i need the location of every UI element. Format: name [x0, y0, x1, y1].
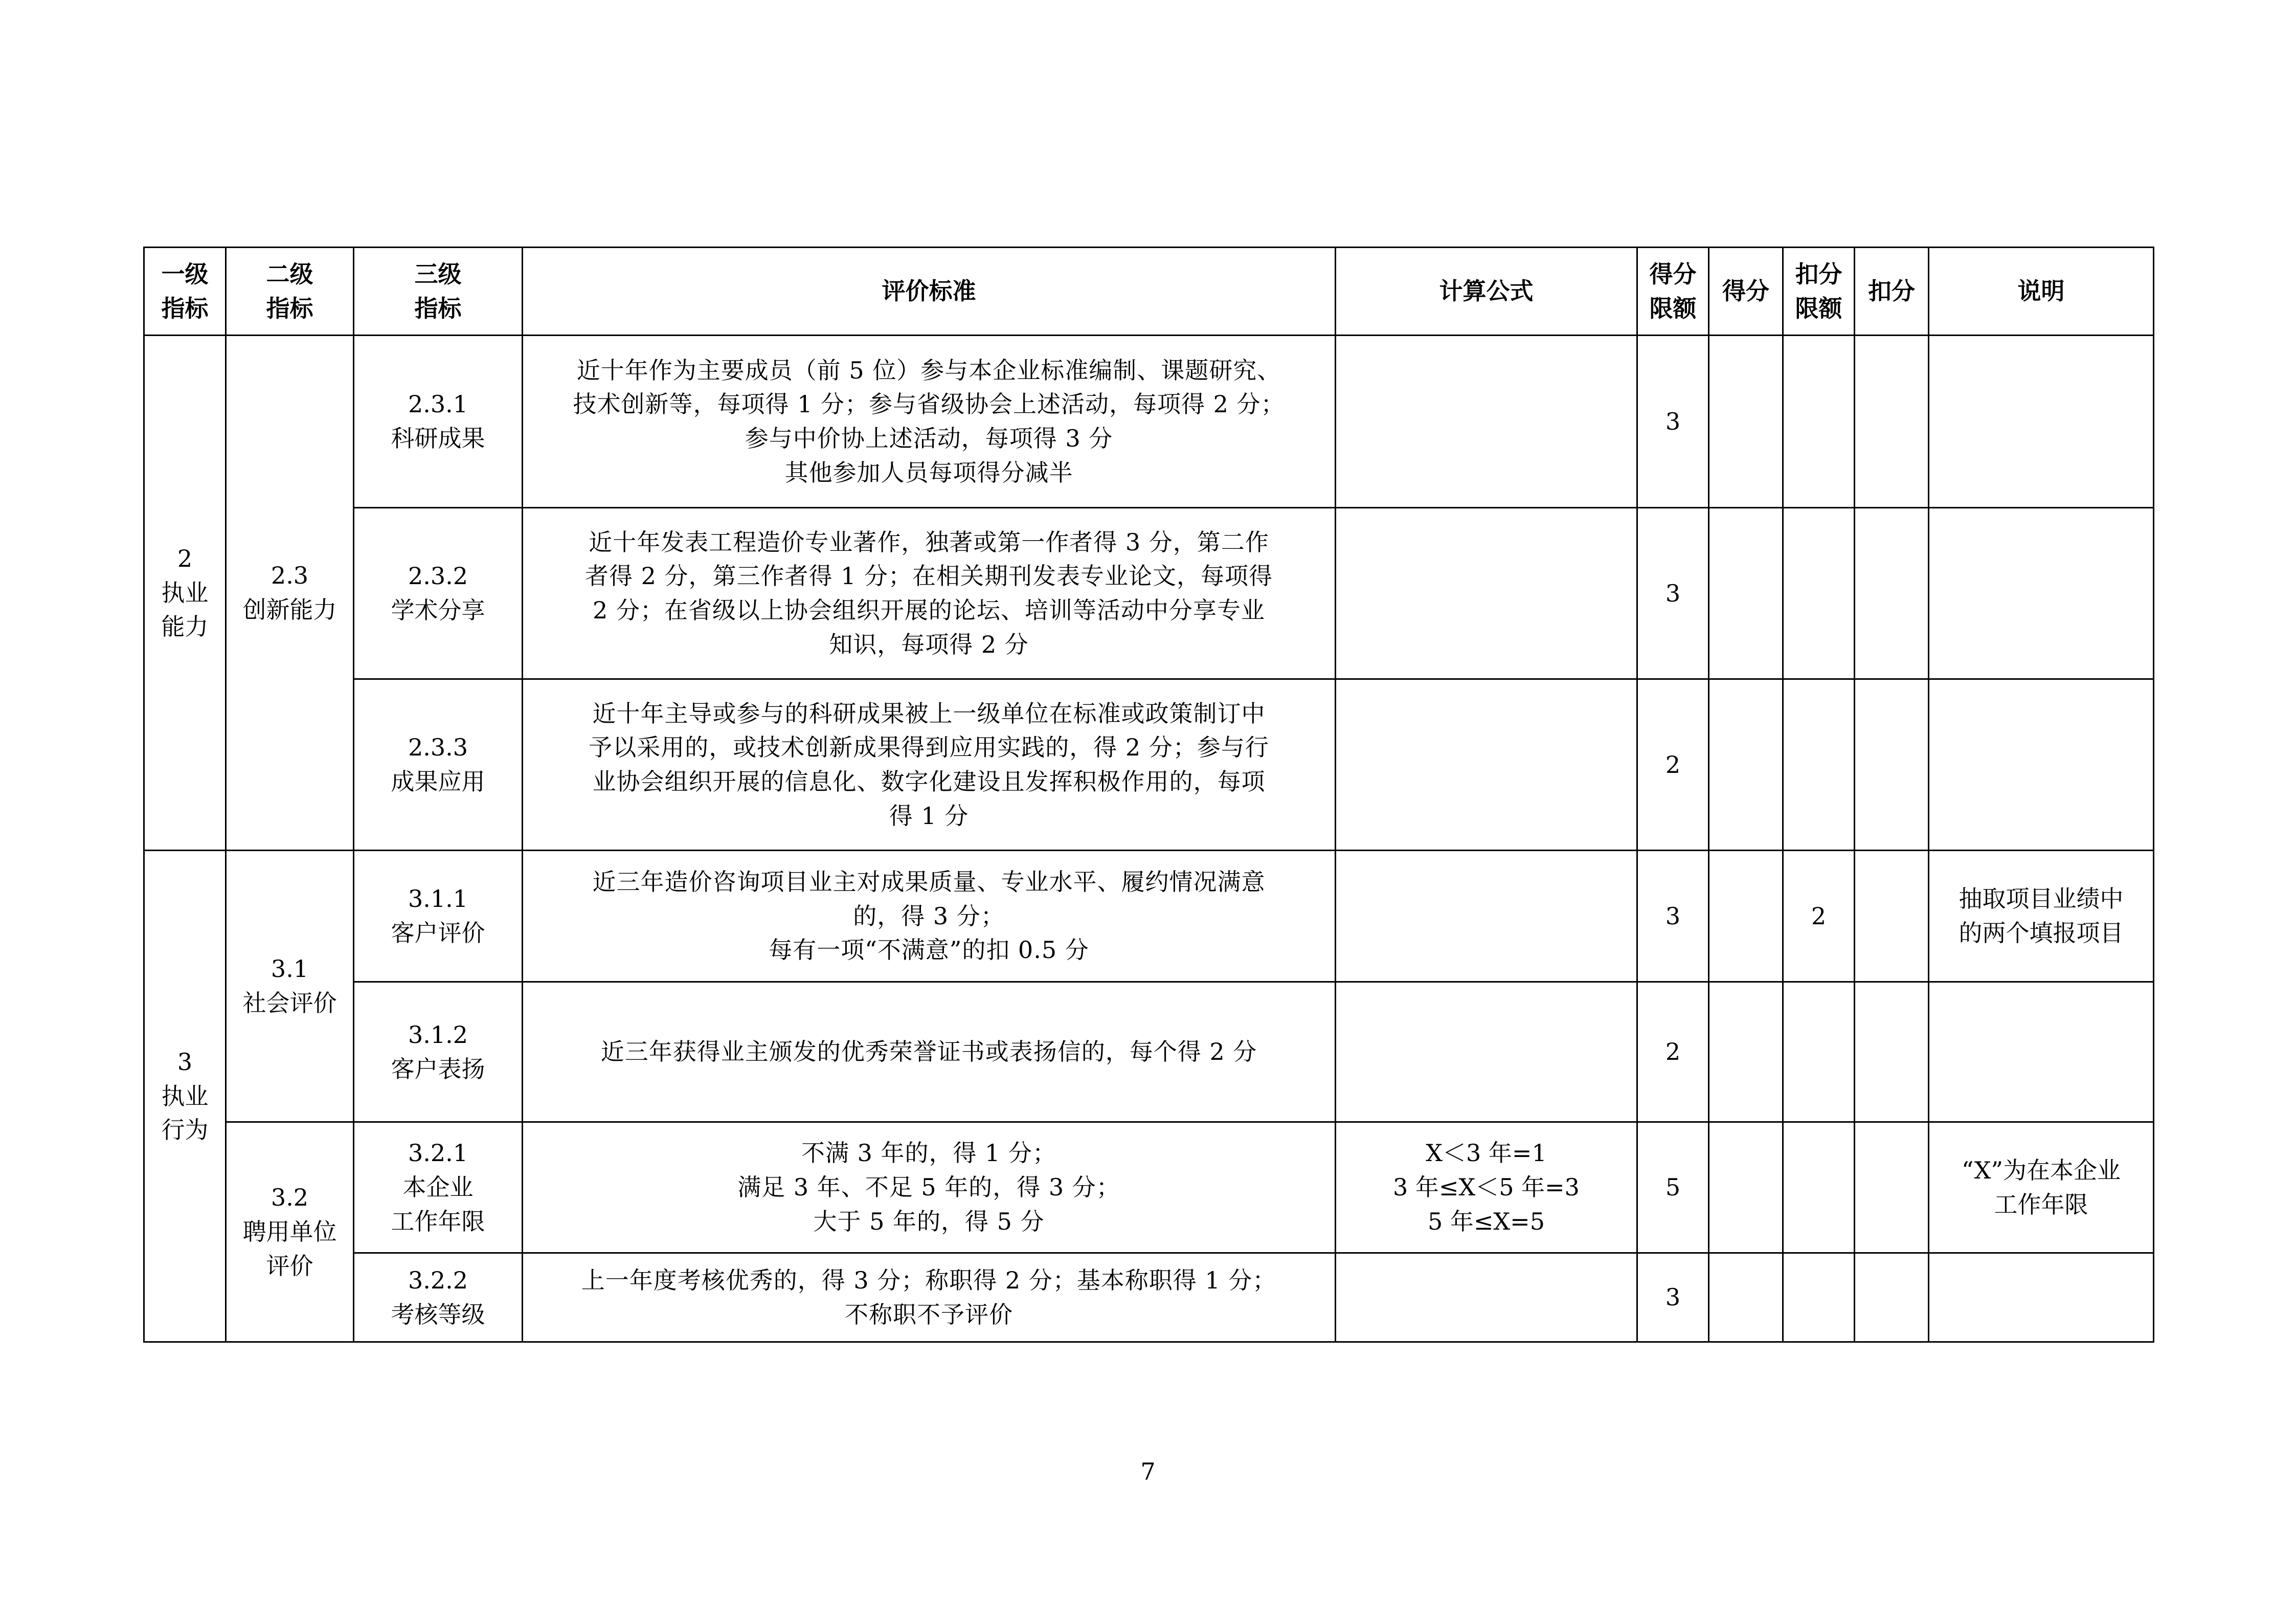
score-limit-cell: 2 — [1637, 982, 1709, 1122]
criteria-cell: 近十年作为主要成员（前 5 位）参与本企业标准编制、课题研究、 技术创新等，每项得 1 分；参与省级协会上述活动，每项得 2 分； 参与中价协上述活动，每项得 3 分 其他参加人员每项得分减半 — [523, 336, 1336, 508]
level2-cell: 3.1 社会评价 — [226, 851, 354, 1122]
score-limit-cell: 3 — [1637, 336, 1709, 508]
level3-cell: 3.2.1 本企业 工作年限 — [354, 1122, 523, 1253]
formula-cell — [1336, 1253, 1637, 1342]
deduct-limit-cell — [1783, 982, 1855, 1122]
header-level2: 二级 指标 — [226, 248, 354, 336]
evaluation-table — [143, 247, 2154, 1343]
formula-cell — [1336, 982, 1637, 1122]
header-note: 说明 — [1929, 248, 2154, 336]
note-cell: 抽取项目业绩中 的两个填报项目 — [1929, 851, 2154, 982]
table-row — [144, 679, 2154, 851]
formula-cell — [1336, 508, 1637, 679]
header-criteria: 评价标准 — [523, 248, 1336, 336]
header-deduct: 扣分 — [1855, 248, 1929, 336]
score-limit-cell: 5 — [1637, 1122, 1709, 1253]
table-row — [144, 1122, 2154, 1253]
deduct-cell — [1855, 336, 1929, 508]
level3-cell: 2.3.2 学术分享 — [354, 508, 523, 679]
table-row — [144, 982, 2154, 1122]
deduct-limit-cell: 2 — [1783, 851, 1855, 982]
criteria-cell: 近十年发表工程造价专业著作，独著或第一作者得 3 分，第二作 者得 2 分，第三作者得 1 分；在相关期刊发表专业论文，每项得 2 分；在省级以上协会组织开展的论坛、培训等活动中分享专业 知识，每项得 2 分 — [523, 508, 1336, 679]
score-cell — [1709, 336, 1783, 508]
criteria-cell: 不满 3 年的，得 1 分； 满足 3 年、不足 5 年的，得 3 分； 大于 5 年的，得 5 分 — [523, 1122, 1336, 1253]
header-formula: 计算公式 — [1336, 248, 1637, 336]
header-deduct-limit: 扣分 限额 — [1783, 248, 1855, 336]
note-cell: “X”为在本企业 工作年限 — [1929, 1122, 2154, 1253]
formula-cell — [1336, 679, 1637, 851]
score-limit-cell: 3 — [1637, 1253, 1709, 1342]
deduct-cell — [1855, 679, 1929, 851]
note-cell — [1929, 336, 2154, 508]
criteria-cell: 近三年造价咨询项目业主对成果质量、专业水平、履约情况满意 的，得 3 分； 每有一项“不满意”的扣 0.5 分 — [523, 851, 1336, 982]
level1-cell: 2 执业 能力 — [144, 336, 226, 851]
score-limit-cell: 2 — [1637, 679, 1709, 851]
deduct-limit-cell — [1783, 1122, 1855, 1253]
level3-cell: 2.3.3 成果应用 — [354, 679, 523, 851]
formula-cell — [1336, 851, 1637, 982]
note-cell — [1929, 508, 2154, 679]
header-level3: 三级 指标 — [354, 248, 523, 336]
deduct-cell — [1855, 982, 1929, 1122]
deduct-cell — [1855, 1253, 1929, 1342]
level3-cell: 3.2.2 考核等级 — [354, 1253, 523, 1342]
deduct-cell — [1855, 508, 1929, 679]
table-row — [144, 851, 2154, 982]
level1-cell: 3 执业 行为 — [144, 851, 226, 1342]
header-row — [144, 248, 2154, 336]
criteria-cell: 近三年获得业主颁发的优秀荣誉证书或表扬信的，每个得 2 分 — [523, 982, 1336, 1122]
level2-cell: 2.3 创新能力 — [226, 336, 354, 851]
score-limit-cell: 3 — [1637, 508, 1709, 679]
deduct-cell — [1855, 851, 1929, 982]
score-cell — [1709, 851, 1783, 982]
note-cell — [1929, 1253, 2154, 1342]
criteria-cell: 上一年度考核优秀的，得 3 分；称职得 2 分；基本称职得 1 分； 不称职不予评价 — [523, 1253, 1336, 1342]
score-cell — [1709, 679, 1783, 851]
header-level1: 一级 指标 — [144, 248, 226, 336]
score-cell — [1709, 1122, 1783, 1253]
table-row — [144, 336, 2154, 508]
deduct-limit-cell — [1783, 508, 1855, 679]
score-cell — [1709, 982, 1783, 1122]
criteria-cell: 近十年主导或参与的科研成果被上一级单位在标准或政策制订中 予以采用的，或技术创新成果得到应用实践的，得 2 分；参与行 业协会组织开展的信息化、数字化建设且发挥积极作用的，每项 得 1 分 — [523, 679, 1336, 851]
deduct-limit-cell — [1783, 1253, 1855, 1342]
level2-cell: 3.2 聘用单位 评价 — [226, 1122, 354, 1342]
formula-cell: X＜3 年=1 3 年≤X＜5 年=3 5 年≤X=5 — [1336, 1122, 1637, 1253]
level3-cell: 2.3.1 科研成果 — [354, 336, 523, 508]
table-row — [144, 508, 2154, 679]
table-row — [144, 1253, 2154, 1342]
note-cell — [1929, 982, 2154, 1122]
deduct-cell — [1855, 1122, 1929, 1253]
score-limit-cell: 3 — [1637, 851, 1709, 982]
deduct-limit-cell — [1783, 336, 1855, 508]
note-cell — [1929, 679, 2154, 851]
formula-cell — [1336, 336, 1637, 508]
level3-cell: 3.1.1 客户评价 — [354, 851, 523, 982]
level3-cell: 3.1.2 客户表扬 — [354, 982, 523, 1122]
header-score: 得分 — [1709, 248, 1783, 336]
score-cell — [1709, 508, 1783, 679]
score-cell — [1709, 1253, 1783, 1342]
deduct-limit-cell — [1783, 679, 1855, 851]
header-score-limit: 得分 限额 — [1637, 248, 1709, 336]
page-number: 7 — [1140, 1458, 1156, 1485]
